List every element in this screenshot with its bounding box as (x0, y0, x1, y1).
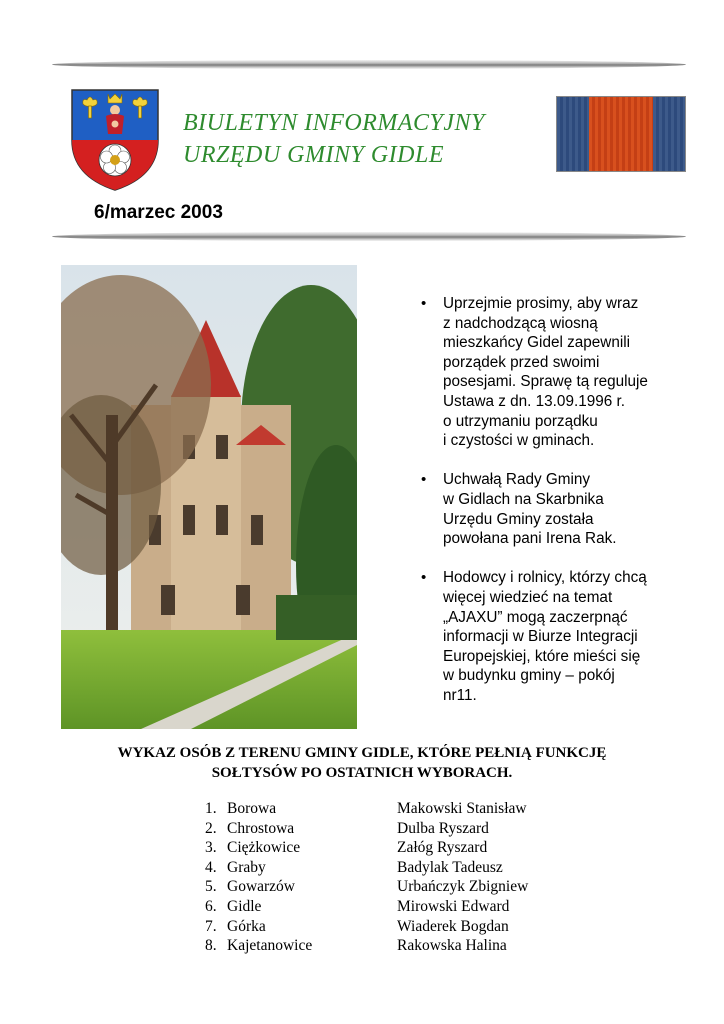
list-item: 6. Gidle Mirowski Edward (205, 897, 510, 915)
list-item: 5. Gowarzów Urbańczyk Zbigniew (205, 878, 529, 896)
announcement-item: • Uprzejmie prosimy, aby wraz z nadchodzącą wiosną mieszkańcy Gidel zapewnili porządek przed swoimi posesjami. Sprawę tą reguluje Ustawa z dn. 13.09.1996 r. o utrzymaniu porządku i czystości w gminach. (418, 294, 690, 451)
list-item: 8. Kajetanowice Rakowska Halina (205, 937, 507, 955)
gmina-flag (556, 96, 686, 172)
coat-of-arms-icon (70, 88, 160, 192)
list-item: 2. Chrostowa Dulba Ryszard (205, 819, 489, 837)
building-photo-icon (61, 265, 357, 729)
announcement-item: • Uchwałą Rady Gminy w Gidlach na Skarbnika Urzędu Gminy została powołana pani Irena Rak. (418, 470, 690, 548)
list-item: 3. Ciężkowice Załóg Ryszard (205, 839, 488, 857)
bulletin-title-line2: URZĘDU GMINY GIDLE (183, 142, 444, 168)
list-item: 7. Górka Wiaderek Bogdan (205, 917, 509, 935)
announcement-item: • Hodowcy i rolnicy, którzy chcą więcej wiedzieć na temat „AJAXU” mogą zaczerpnąć informacji w Biurze Integracji Europejskiej, które mieści się w budynku gminy – pokój nr11. (418, 568, 690, 705)
list-item: 1. Borowa Makowski Stanisław (205, 800, 527, 817)
issue-date: 6/marzec 2003 (94, 202, 223, 223)
section-heading: WYKAZ OSÓB Z TERENU GMINY GIDLE, KTÓRE PEŁNIĄ FUNKCJĘ SOŁTYSÓW PO OSTATNICH WYBORACH. (117, 745, 607, 781)
header-divider (52, 232, 686, 241)
announcement-list (418, 294, 690, 725)
list-item: 4. Graby Badylak Tadeusz (205, 858, 503, 876)
soltys-list (205, 799, 528, 956)
top-divider (52, 60, 686, 69)
bulletin-title-line1: BIULETYN INFORMACYJNY (183, 110, 485, 136)
